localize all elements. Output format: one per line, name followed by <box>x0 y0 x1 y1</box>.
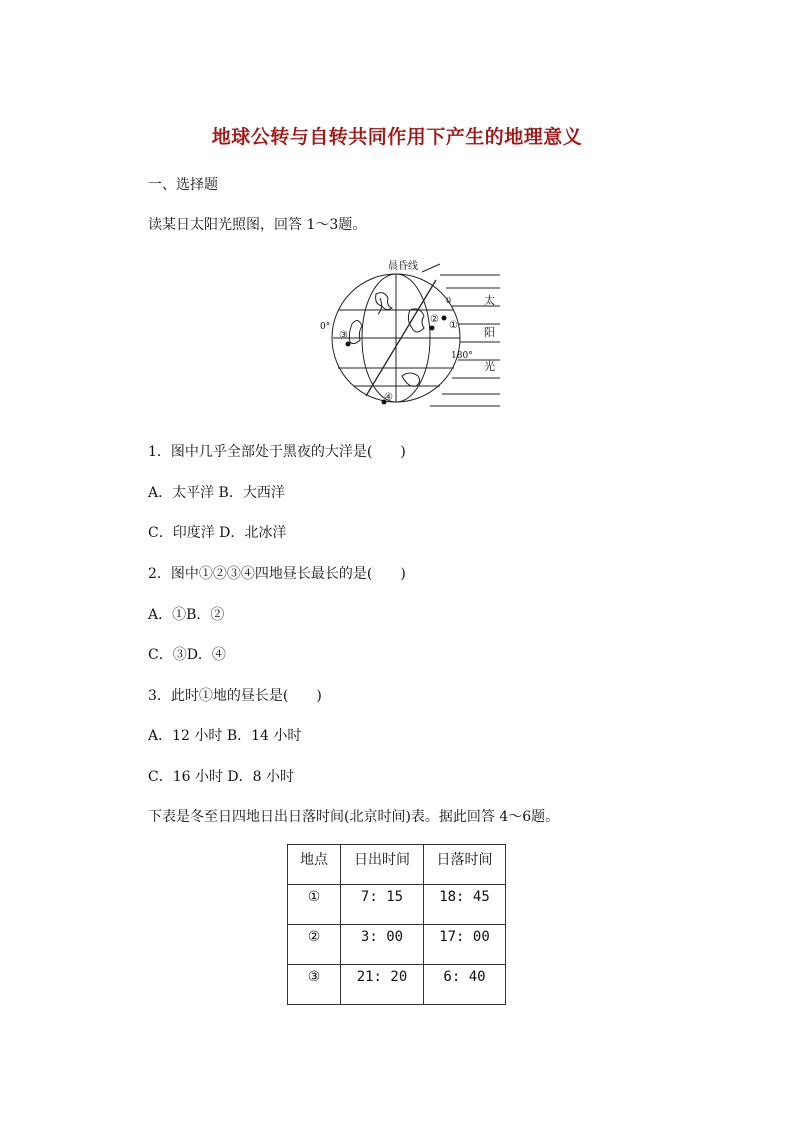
question-2-options-cd: C．③D．④ <box>148 647 226 663</box>
question-2-stem: 2．图中①②③④四地昼长最长的是( ) <box>148 566 406 582</box>
table-header-row <box>288 845 506 885</box>
point-3-label: ③ <box>339 330 348 341</box>
table-cell: 21: 20 <box>341 965 424 1005</box>
table-cell: ③ <box>288 965 341 1005</box>
section-heading: 一、选择题 <box>148 177 218 193</box>
table-cell: ② <box>288 925 341 965</box>
continent-outline <box>402 373 420 386</box>
page-title: 地球公转与自转共同作用下产生的地理意义 <box>211 126 583 148</box>
point-4-label: ④ <box>384 392 393 403</box>
point-1-dot <box>442 316 447 321</box>
lon-0-label: 0° <box>320 322 331 332</box>
point-1-label: ① <box>449 320 458 331</box>
sun-char-3: 光 <box>484 360 495 373</box>
table-cell: 6: 40 <box>424 965 506 1005</box>
table-header-cell: 日出时间 <box>341 845 424 885</box>
table-cell: ① <box>288 885 341 925</box>
sun-char-1: 太 <box>484 294 495 307</box>
table-row <box>288 925 506 965</box>
point-2-label: ② <box>430 314 439 325</box>
table-cell: 3: 00 <box>341 925 424 965</box>
sunrise-sunset-table <box>287 844 506 1005</box>
terminator-label: 晨昏线 <box>388 261 418 272</box>
intro-text-2: 下表是冬至日四地日出日落时间(北京时间)表。据此回答 4～6题。 <box>148 809 560 825</box>
point-2-dot <box>430 326 435 331</box>
sun-char-2: 阳 <box>484 326 495 339</box>
table-row <box>288 965 506 1005</box>
intro-text-1: 读某日太阳光照图，回答 1～3题。 <box>148 217 367 233</box>
table-cell: 17: 00 <box>424 925 506 965</box>
question-3-options-ab: A．12 小时 B．14 小时 <box>148 728 302 744</box>
table-cell: 18: 45 <box>424 885 506 925</box>
question-2-options-ab: A．①B．② <box>148 607 225 623</box>
question-1-options-ab: A．太平洋 B．大西洋 <box>148 485 285 501</box>
question-1-stem: 1．图中几乎全部处于黑夜的大洋是( ) <box>148 444 406 460</box>
lat-mark: 0 <box>446 296 452 305</box>
table-row <box>288 885 506 925</box>
question-3-options-cd: C．16 小时 D．8 小时 <box>148 769 295 785</box>
question-3-stem: 3．此时①地的昼长是( ) <box>148 688 322 704</box>
sunlight-illumination-figure <box>318 258 508 414</box>
question-1-options-cd: C．印度洋 D．北冰洋 <box>148 525 287 541</box>
continent-outline <box>376 293 392 310</box>
lon-180-label: 180° <box>451 351 473 361</box>
globe-diagram <box>318 258 508 414</box>
continent-outline <box>349 320 362 343</box>
point-3-dot <box>346 342 351 347</box>
table-header-cell: 地点 <box>288 845 341 885</box>
terminator-leader <box>422 264 440 272</box>
table-header-cell: 日落时间 <box>424 845 506 885</box>
table-cell: 7: 15 <box>341 885 424 925</box>
